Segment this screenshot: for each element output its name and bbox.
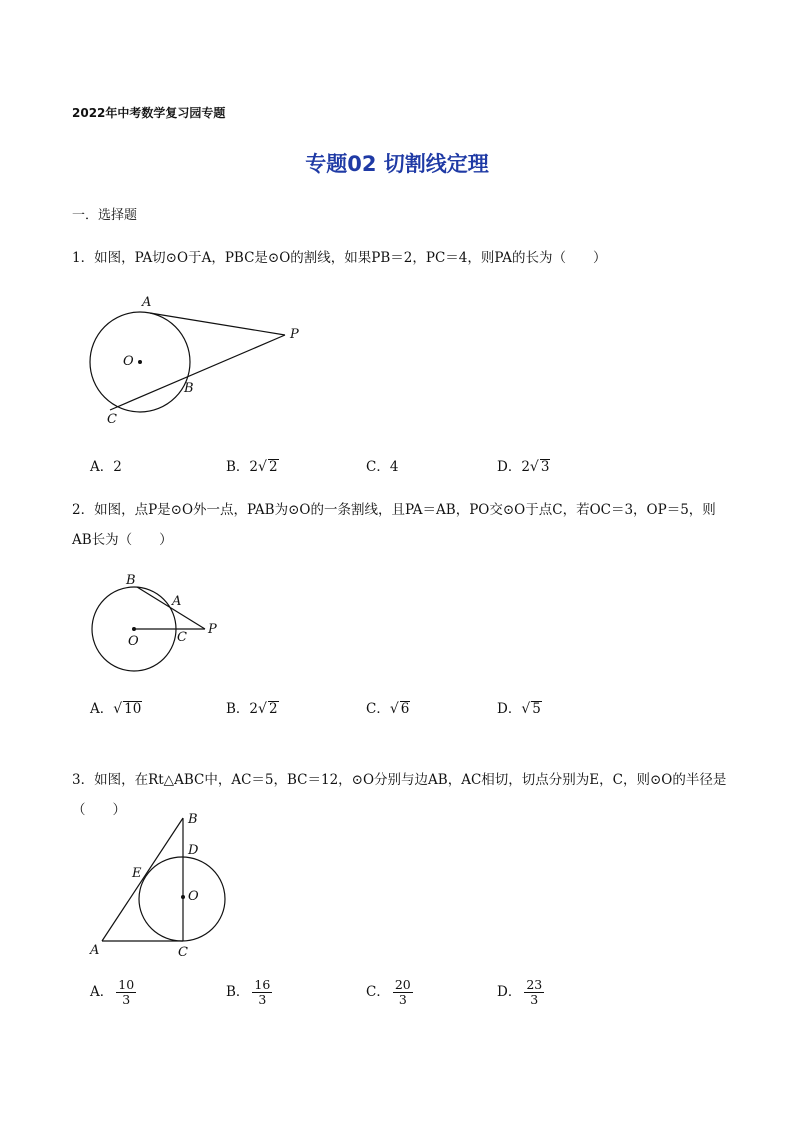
- q3-option-d[interactable]: D． $\frac{23}{3}$: [497, 977, 543, 1007]
- q2-option-d[interactable]: D．√ 5: [497, 701, 541, 717]
- q2-label-B: B: [126, 573, 136, 588]
- series-title: 2022年中考数学复习园专题: [72, 106, 226, 120]
- q1-label-P: P: [290, 327, 299, 342]
- question-2-figure: [85, 570, 235, 680]
- q1-label-C: C: [107, 412, 117, 427]
- q3-label-O: O: [188, 889, 199, 904]
- question-1-text: 如图，PA切⊙O于A，PBC是⊙O的割线，如果PB＝2，PC＝4，则PA的长为（ ）: [94, 250, 607, 266]
- q3-label-B: B: [188, 812, 198, 827]
- q1-option-c[interactable]: C．4: [366, 459, 399, 475]
- q1-option-d[interactable]: D．2√ 3: [497, 459, 550, 475]
- q3-option-b[interactable]: B． $\frac{16}{3}$: [226, 977, 271, 1007]
- q2-option-a[interactable]: A．√ 10: [90, 701, 142, 717]
- question-3-figure: [85, 810, 245, 960]
- q3-label-C: C: [178, 945, 188, 960]
- q3-label-E: E: [132, 866, 142, 881]
- q2-label-P: P: [208, 622, 217, 637]
- q1-option-a[interactable]: A．2: [90, 459, 122, 475]
- q3-option-a[interactable]: A． $\frac{10}{3}$: [90, 977, 135, 1007]
- q2-option-b[interactable]: B．2√ 2: [226, 701, 278, 717]
- q2-label-C: C: [177, 630, 187, 645]
- question-2-number: 2．: [72, 502, 95, 518]
- question-1: [72, 243, 732, 273]
- q1-label-A: A: [142, 295, 152, 310]
- q3-label-D: D: [188, 843, 199, 858]
- q2-option-c[interactable]: C．√ 6: [366, 701, 410, 717]
- question-2-text: 如图，点P是⊙O外一点，PAB为⊙O的一条割线，且PA＝AB，PO交⊙O于点C，若OC＝3，OP＝5，则AB长为（ ）: [72, 502, 716, 548]
- q3-label-A: A: [90, 943, 100, 958]
- question-1-number: 1．: [72, 250, 95, 266]
- question-2: [72, 495, 732, 555]
- page-title: 专题02 切割线定理: [305, 152, 489, 176]
- q2-label-O: O: [128, 634, 139, 649]
- question-1-figure: [80, 290, 320, 430]
- q2-label-A: A: [172, 594, 182, 609]
- question-3-text: 如图，在Rt△ABC中，AC＝5，BC＝12，⊙O分别与边AB，AC相切，切点分别为E，C，则⊙O的半径是（ ）: [72, 772, 727, 818]
- q1-label-B: B: [184, 381, 194, 396]
- q1-option-b[interactable]: B．2√ 2: [226, 459, 278, 475]
- q3-option-c[interactable]: C． $\frac{20}{3}$: [366, 977, 411, 1007]
- q1-label-O: O: [123, 354, 134, 369]
- question-3-number: 3．: [72, 772, 95, 788]
- section-heading: 一．选择题: [72, 208, 138, 223]
